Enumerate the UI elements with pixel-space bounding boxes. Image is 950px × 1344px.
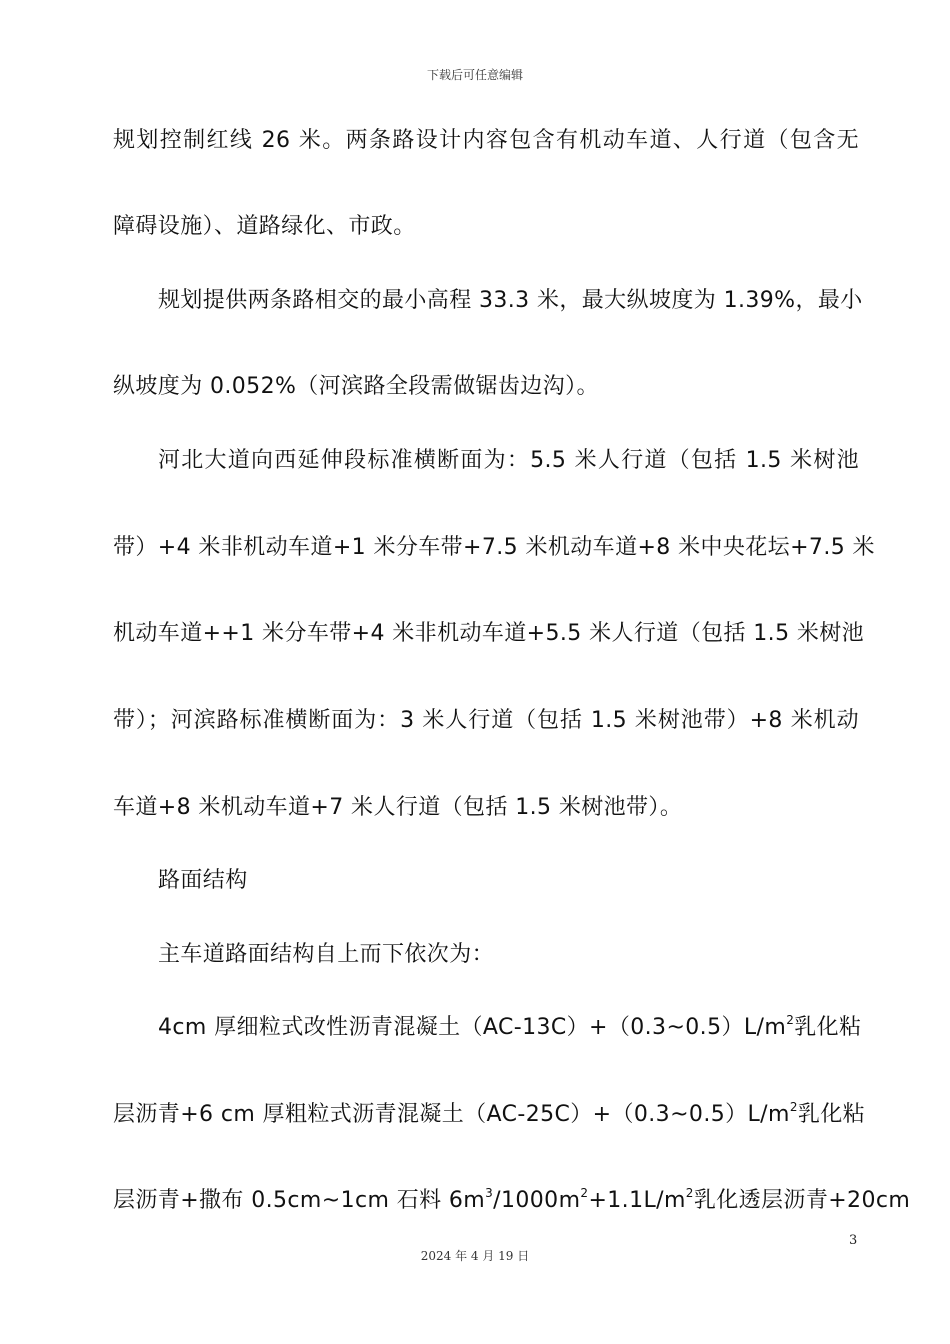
paragraph-line: 纵坡度为 0.052%（河滨路全段需做锯齿边沟）。 [113, 374, 599, 399]
formula-text: 乳化粘 [794, 1015, 862, 1040]
paragraph-line: 带）+4 米非机动车道+1 米分车带+7.5 米机动车道+8 米中央花坛+7.5 米 [113, 535, 875, 560]
formula-text: 乳化透层沥青+20cm [693, 1188, 911, 1213]
page-header: 下载后可任意编辑 [426, 68, 523, 82]
formula-text: 乳化粘 [797, 1102, 866, 1127]
page-number: 3 [849, 1233, 858, 1248]
superscript: 2 [789, 1099, 798, 1114]
formula-line [158, 1012, 862, 1043]
formula-line [113, 1099, 866, 1130]
paragraph-line: 机动车道++1 米分车带+4 米非机动车道+5.5 米人行道（包括 1.5 米树池 [113, 621, 865, 646]
section-heading: 路面结构 [158, 868, 248, 893]
paragraph-line: 规划提供两条路相交的最小高程 33.3 米，最大纵坡度为 1.39%，最小 [158, 288, 863, 313]
paragraph-line: 车道+8 米机动车道+7 米人行道（包括 1.5 米树池带）。 [113, 795, 683, 820]
paragraph-line: 带）；河滨路标准横断面为：3 米人行道（包括 1.5 米树池带）+8 米机动 [113, 708, 859, 733]
formula-text: +1.1L/m [588, 1188, 686, 1213]
paragraph-line: 规划控制红线 26 米。两条路设计内容包含有机动车道、人行道（包含无 [113, 128, 859, 153]
formula-text: 层沥青+6 cm 厚粗粒式沥青混凝土（AC-25C）+（0.3~0.5）L/m [113, 1102, 790, 1127]
formula-line [113, 1185, 911, 1216]
formula-text: 层沥青+撒布 0.5cm~1cm 石料 6m [113, 1188, 486, 1213]
paragraph-line: 障碍设施）、道路绿化、市政。 [113, 214, 416, 239]
paragraph-line: 主车道路面结构自上而下依次为： [158, 942, 495, 967]
superscript: 2 [786, 1012, 795, 1027]
formula-text: /1000m [493, 1188, 581, 1213]
formula-text: 4cm 厚细粒式改性沥青混凝土（AC-13C）+（0.3~0.5）L/m [158, 1015, 787, 1040]
superscript: 2 [685, 1185, 694, 1200]
paragraph-line: 河北大道向西延伸段标准横断面为：5.5 米人行道（包括 1.5 米树池 [158, 448, 859, 473]
footer-date: 2024 年 4 月 19 日 [420, 1249, 530, 1263]
superscript: 3 [485, 1185, 494, 1200]
superscript: 2 [580, 1185, 589, 1200]
